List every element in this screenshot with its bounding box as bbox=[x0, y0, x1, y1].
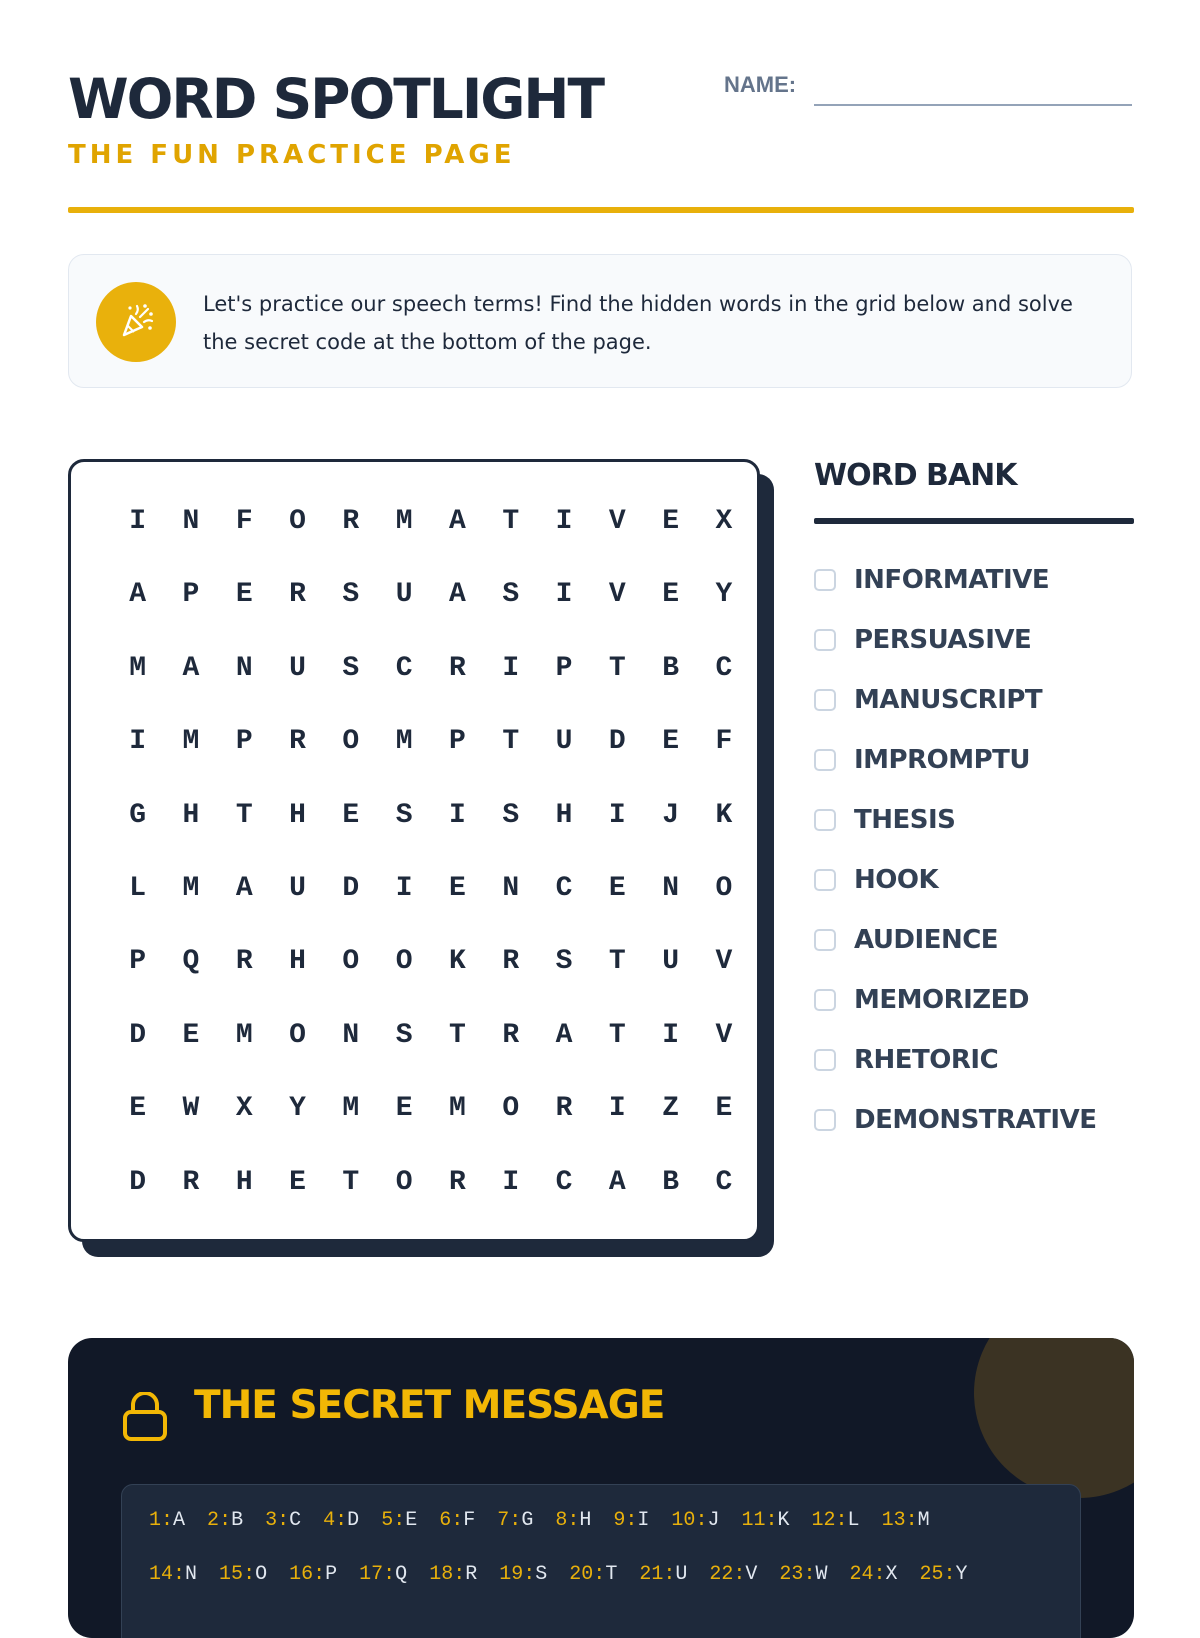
code-separator: : bbox=[509, 1509, 522, 1532]
grid-letter[interactable]: C bbox=[715, 1166, 733, 1198]
grid-letter[interactable]: V bbox=[608, 506, 626, 537]
code-letter: J bbox=[707, 1509, 720, 1532]
code-key-row bbox=[149, 1509, 952, 1532]
grid-letter[interactable]: E bbox=[449, 872, 466, 904]
grid-letter[interactable]: P bbox=[129, 946, 147, 978]
code-separator: : bbox=[277, 1509, 290, 1532]
grid-letter[interactable]: E bbox=[608, 872, 626, 904]
code-letter: T bbox=[605, 1563, 618, 1586]
grid-letter[interactable]: O bbox=[502, 1093, 520, 1125]
grid-letter[interactable]: S bbox=[342, 579, 360, 611]
code-letter: U bbox=[675, 1563, 688, 1586]
code-letter: H bbox=[579, 1509, 592, 1532]
secret-message-panel bbox=[68, 1338, 1134, 1638]
grid-letter[interactable]: A bbox=[182, 652, 200, 684]
word-label: INFORMATIVE bbox=[854, 565, 1050, 595]
code-number: 23 bbox=[779, 1563, 804, 1586]
code-key-item bbox=[499, 1563, 547, 1586]
code-separator: : bbox=[943, 1563, 956, 1586]
word-bank-list bbox=[814, 550, 1096, 1150]
code-separator: : bbox=[873, 1563, 886, 1586]
grid-letter[interactable]: T bbox=[608, 652, 626, 684]
grid-letter[interactable]: P bbox=[235, 726, 253, 758]
grid-letter[interactable]: A bbox=[449, 579, 466, 611]
code-separator: : bbox=[335, 1509, 348, 1532]
code-letter: G bbox=[521, 1509, 534, 1532]
grid-letter[interactable]: E bbox=[715, 1093, 733, 1125]
code-key-item bbox=[613, 1509, 649, 1532]
code-number: 8 bbox=[555, 1509, 568, 1532]
code-letter: X bbox=[885, 1563, 898, 1586]
code-separator: : bbox=[663, 1563, 676, 1586]
grid-letter[interactable]: V bbox=[715, 1019, 733, 1051]
code-key-item bbox=[709, 1563, 757, 1586]
code-letter: B bbox=[231, 1509, 244, 1532]
grid-letter[interactable]: O bbox=[342, 946, 360, 978]
code-key-item bbox=[639, 1563, 687, 1586]
code-separator: : bbox=[765, 1509, 778, 1532]
grid-letter[interactable]: R bbox=[449, 1166, 466, 1198]
grid-letter[interactable]: S bbox=[342, 652, 360, 684]
grid-letter[interactable]: T bbox=[608, 946, 626, 978]
grid-letter[interactable]: P bbox=[555, 652, 573, 684]
grid-letter[interactable]: C bbox=[395, 652, 413, 684]
code-separator: : bbox=[835, 1509, 848, 1532]
code-number: 21 bbox=[639, 1563, 664, 1586]
code-key-item bbox=[555, 1509, 591, 1532]
grid-letter[interactable]: U bbox=[289, 652, 306, 684]
word-label: RHETORIC bbox=[854, 1045, 999, 1075]
code-separator: : bbox=[567, 1509, 580, 1532]
code-number: 25 bbox=[919, 1563, 944, 1586]
code-key-item bbox=[149, 1563, 197, 1586]
grid-letter[interactable]: B bbox=[662, 652, 680, 684]
word-label: HOOK bbox=[854, 865, 939, 895]
grid-letter[interactable]: T bbox=[502, 506, 520, 537]
word-label: IMPROMPTU bbox=[854, 745, 1031, 775]
code-number: 12 bbox=[811, 1509, 836, 1532]
code-separator: : bbox=[803, 1563, 816, 1586]
word-search-card bbox=[68, 459, 760, 1242]
grid-letter[interactable]: S bbox=[555, 946, 573, 978]
grid-letter[interactable]: O bbox=[342, 726, 360, 758]
word-search-grid[interactable] bbox=[111, 485, 751, 1219]
word-label: PERSUASIVE bbox=[854, 625, 1032, 655]
grid-letter[interactable]: M bbox=[182, 872, 200, 904]
code-number: 5 bbox=[381, 1509, 394, 1532]
grid-letter[interactable]: R bbox=[235, 946, 253, 978]
code-number: 9 bbox=[613, 1509, 626, 1532]
word-checkbox[interactable] bbox=[814, 689, 836, 711]
grid-letter[interactable]: R bbox=[449, 652, 466, 684]
code-key-item bbox=[741, 1509, 789, 1532]
grid-letter[interactable]: X bbox=[715, 506, 733, 537]
word-bank-title: WORD BANK bbox=[814, 458, 1017, 493]
word-checkbox[interactable] bbox=[814, 989, 836, 1011]
code-separator: : bbox=[393, 1509, 406, 1532]
grid-letter[interactable]: N bbox=[182, 506, 200, 537]
code-letter: C bbox=[289, 1509, 302, 1532]
code-number: 20 bbox=[569, 1563, 594, 1586]
grid-letter[interactable]: A bbox=[449, 506, 466, 537]
code-separator: : bbox=[383, 1563, 396, 1586]
code-number: 17 bbox=[359, 1563, 384, 1586]
intro-text: Let's practice our speech terms! Find the hidden words in the grid below and solve the secret code at the bottom of the page. bbox=[203, 292, 1073, 354]
grid-letter[interactable]: Y bbox=[715, 579, 733, 611]
grid-letter[interactable]: M bbox=[449, 1093, 466, 1125]
code-number: 6 bbox=[439, 1509, 452, 1532]
grid-letter[interactable]: D bbox=[129, 1166, 147, 1198]
grid-letter[interactable]: D bbox=[342, 872, 360, 904]
code-letter: D bbox=[347, 1509, 360, 1532]
grid-letter[interactable]: V bbox=[715, 946, 733, 978]
code-separator: : bbox=[625, 1509, 638, 1532]
grid-letter[interactable]: K bbox=[715, 799, 733, 831]
code-key-item bbox=[849, 1563, 897, 1586]
grid-letter[interactable]: T bbox=[449, 1019, 466, 1051]
code-separator: : bbox=[243, 1563, 256, 1586]
grid-letter[interactable]: I bbox=[129, 506, 147, 537]
grid-letter[interactable]: P bbox=[182, 579, 200, 611]
code-number: 19 bbox=[499, 1563, 524, 1586]
code-letter: R bbox=[465, 1563, 478, 1586]
grid-letter[interactable]: R bbox=[342, 506, 360, 537]
code-key-item bbox=[381, 1509, 417, 1532]
code-letter: E bbox=[405, 1509, 418, 1532]
code-key-item bbox=[323, 1509, 359, 1532]
code-separator: : bbox=[313, 1563, 326, 1586]
word-label: THESIS bbox=[854, 805, 956, 835]
grid-letter[interactable]: I bbox=[555, 506, 573, 537]
grid-letter[interactable]: Y bbox=[289, 1093, 306, 1125]
header-divider bbox=[68, 207, 1134, 213]
grid-letter[interactable]: T bbox=[235, 799, 253, 831]
word-checkbox[interactable] bbox=[814, 929, 836, 951]
grid-letter[interactable]: M bbox=[235, 1019, 253, 1051]
grid-letter[interactable]: S bbox=[395, 799, 413, 831]
grid-letter[interactable]: Z bbox=[662, 1093, 680, 1125]
code-number: 11 bbox=[741, 1509, 766, 1532]
word-checkbox[interactable] bbox=[814, 1049, 836, 1071]
code-number: 16 bbox=[289, 1563, 314, 1586]
code-number: 7 bbox=[497, 1509, 510, 1532]
code-number: 18 bbox=[429, 1563, 454, 1586]
decorative-circle bbox=[974, 1338, 1134, 1498]
code-key-item bbox=[882, 1509, 930, 1532]
grid-letter[interactable]: R bbox=[289, 579, 306, 611]
code-key-item bbox=[359, 1563, 407, 1586]
grid-letter[interactable]: H bbox=[182, 799, 200, 831]
grid-letter[interactable]: M bbox=[182, 726, 200, 758]
word-label: DEMONSTRATIVE bbox=[854, 1105, 1097, 1135]
code-separator: : bbox=[219, 1509, 232, 1532]
word-label: MEMORIZED bbox=[854, 985, 1029, 1015]
code-letter: O bbox=[255, 1563, 268, 1586]
grid-letter[interactable]: U bbox=[555, 726, 573, 758]
page-header bbox=[68, 62, 1134, 214]
grid-letter[interactable]: C bbox=[555, 1166, 573, 1198]
word-checkbox[interactable] bbox=[814, 809, 836, 831]
grid-letter[interactable]: C bbox=[555, 872, 573, 904]
grid-letter[interactable]: C bbox=[715, 652, 733, 684]
grid-letter[interactable]: D bbox=[129, 1019, 147, 1051]
grid-letter[interactable]: E bbox=[129, 1093, 147, 1125]
grid-letter[interactable]: E bbox=[289, 1166, 306, 1198]
code-separator: : bbox=[593, 1563, 606, 1586]
grid-letter[interactable]: X bbox=[235, 1093, 253, 1125]
code-key-item bbox=[429, 1563, 477, 1586]
code-key-item bbox=[289, 1563, 337, 1586]
grid-letter[interactable]: I bbox=[608, 799, 626, 831]
grid-letter[interactable]: I bbox=[449, 799, 466, 831]
grid-letter[interactable]: H bbox=[235, 1166, 253, 1198]
grid-letter[interactable]: E bbox=[662, 506, 680, 537]
grid-letter[interactable]: E bbox=[662, 579, 680, 611]
grid-letter[interactable]: I bbox=[608, 1093, 626, 1125]
code-letter: F bbox=[463, 1509, 476, 1532]
code-letter: K bbox=[777, 1509, 790, 1532]
code-letter: N bbox=[185, 1563, 198, 1586]
code-key-row bbox=[149, 1563, 990, 1586]
grid-letter[interactable]: R bbox=[182, 1166, 200, 1198]
grid-letter[interactable]: I bbox=[395, 872, 413, 904]
code-key-item bbox=[779, 1563, 827, 1586]
intro-box bbox=[68, 254, 1132, 388]
word-bank-item[interactable] bbox=[814, 670, 1096, 730]
code-number: 3 bbox=[265, 1509, 278, 1532]
code-key-box bbox=[121, 1484, 1081, 1638]
grid-letter[interactable]: D bbox=[608, 726, 626, 758]
word-checkbox[interactable] bbox=[814, 569, 836, 591]
code-number: 10 bbox=[671, 1509, 696, 1532]
word-bank-divider bbox=[814, 518, 1134, 524]
grid-letter[interactable]: O bbox=[715, 872, 733, 904]
grid-letter[interactable]: S bbox=[395, 1019, 413, 1051]
code-letter: I bbox=[637, 1509, 650, 1532]
word-label: AUDIENCE bbox=[854, 925, 999, 955]
grid-letter[interactable]: M bbox=[395, 506, 413, 537]
grid-letter[interactable]: I bbox=[555, 579, 573, 611]
party-popper-icon bbox=[96, 282, 176, 362]
word-bank-item[interactable] bbox=[814, 790, 1096, 850]
code-key-item bbox=[207, 1509, 243, 1532]
word-checkbox[interactable] bbox=[814, 629, 836, 651]
name-label: NAME: bbox=[724, 72, 797, 97]
grid-letter[interactable]: V bbox=[608, 579, 626, 611]
grid-letter[interactable]: Q bbox=[182, 946, 200, 978]
code-key-item bbox=[149, 1509, 185, 1532]
grid-letter[interactable]: U bbox=[662, 946, 680, 978]
code-separator: : bbox=[695, 1509, 708, 1532]
word-bank-item[interactable] bbox=[814, 850, 1096, 910]
grid-letter[interactable]: S bbox=[502, 579, 520, 611]
grid-letter[interactable]: I bbox=[129, 726, 147, 758]
code-number: 14 bbox=[149, 1563, 174, 1586]
grid-letter[interactable]: T bbox=[342, 1166, 360, 1198]
grid-letter[interactable]: U bbox=[289, 872, 306, 904]
grid-letter[interactable]: I bbox=[502, 1166, 520, 1198]
grid-letter[interactable]: G bbox=[129, 799, 147, 831]
grid-letter[interactable]: T bbox=[502, 726, 520, 758]
grid-letter[interactable]: K bbox=[449, 946, 466, 978]
grid-letter[interactable]: H bbox=[289, 946, 306, 978]
grid-letter[interactable]: N bbox=[235, 652, 253, 684]
grid-letter[interactable]: A bbox=[235, 872, 253, 904]
code-letter: A bbox=[173, 1509, 186, 1532]
grid-letter[interactable]: H bbox=[289, 799, 306, 831]
grid-letter[interactable]: M bbox=[129, 652, 147, 684]
grid-letter[interactable]: T bbox=[608, 1019, 626, 1051]
lock-icon bbox=[122, 1392, 168, 1446]
grid-letter[interactable]: R bbox=[289, 726, 306, 758]
code-number: 24 bbox=[849, 1563, 874, 1586]
grid-letter[interactable]: A bbox=[608, 1166, 626, 1198]
grid-letter[interactable]: O bbox=[289, 1019, 306, 1051]
word-bank-item[interactable] bbox=[814, 550, 1096, 610]
grid-letter[interactable]: E bbox=[342, 799, 360, 831]
page-title: WORD SPOTLIGHT bbox=[68, 67, 603, 131]
grid-letter[interactable]: L bbox=[129, 872, 147, 904]
code-number: 22 bbox=[709, 1563, 734, 1586]
code-separator: : bbox=[905, 1509, 918, 1532]
grid-letter[interactable]: F bbox=[715, 726, 733, 758]
code-key-item bbox=[265, 1509, 301, 1532]
code-letter: Y bbox=[955, 1563, 968, 1586]
grid-letter[interactable]: I bbox=[502, 652, 520, 684]
grid-letter[interactable]: E bbox=[182, 1019, 200, 1051]
code-letter: W bbox=[815, 1563, 828, 1586]
secret-message-title: THE SECRET MESSAGE bbox=[194, 1383, 665, 1428]
word-checkbox[interactable] bbox=[814, 869, 836, 891]
grid-letter[interactable]: A bbox=[129, 579, 147, 611]
name-field[interactable] bbox=[814, 104, 1132, 106]
code-separator: : bbox=[453, 1563, 466, 1586]
word-label: MANUSCRIPT bbox=[854, 685, 1043, 715]
grid-letter[interactable]: M bbox=[395, 726, 413, 758]
grid-letter[interactable]: B bbox=[662, 1166, 680, 1198]
grid-letter[interactable]: R bbox=[502, 946, 520, 978]
word-checkbox[interactable] bbox=[814, 1109, 836, 1131]
code-letter: L bbox=[847, 1509, 860, 1532]
grid-letter[interactable]: S bbox=[502, 799, 520, 831]
word-bank-item[interactable] bbox=[814, 730, 1096, 790]
word-bank-item[interactable] bbox=[814, 1090, 1096, 1150]
grid-letter[interactable]: H bbox=[555, 799, 573, 831]
code-key-item bbox=[671, 1509, 719, 1532]
code-letter: P bbox=[325, 1563, 338, 1586]
grid-letter[interactable]: W bbox=[182, 1093, 200, 1125]
code-separator: : bbox=[523, 1563, 536, 1586]
code-key-item bbox=[812, 1509, 860, 1532]
code-key-item bbox=[497, 1509, 533, 1532]
grid-letter[interactable]: U bbox=[395, 579, 413, 611]
word-bank-item[interactable] bbox=[814, 610, 1096, 670]
code-letter: Q bbox=[395, 1563, 408, 1586]
code-key-item bbox=[920, 1563, 968, 1586]
code-number: 4 bbox=[323, 1509, 336, 1532]
page-subtitle: THE FUN PRACTICE PAGE bbox=[68, 140, 516, 170]
grid-letter[interactable]: O bbox=[289, 506, 306, 537]
code-number: 2 bbox=[207, 1509, 220, 1532]
word-bank-item[interactable] bbox=[814, 1030, 1096, 1090]
code-letter: V bbox=[745, 1563, 758, 1586]
grid-letter[interactable]: O bbox=[395, 1166, 413, 1198]
code-letter: M bbox=[917, 1509, 930, 1532]
grid-letter[interactable]: N bbox=[342, 1019, 360, 1051]
grid-letter[interactable]: F bbox=[235, 506, 253, 537]
grid-letter[interactable]: E bbox=[395, 1093, 413, 1125]
grid-letter[interactable]: P bbox=[449, 726, 466, 758]
word-checkbox[interactable] bbox=[814, 749, 836, 771]
grid-letter[interactable]: N bbox=[502, 872, 520, 904]
grid-letter[interactable]: O bbox=[395, 946, 413, 978]
code-separator: : bbox=[161, 1509, 174, 1532]
code-number: 15 bbox=[219, 1563, 244, 1586]
grid-letter[interactable]: J bbox=[662, 799, 680, 831]
code-number: 13 bbox=[881, 1509, 906, 1532]
grid-letter[interactable]: R bbox=[502, 1019, 520, 1051]
code-key-item bbox=[569, 1563, 617, 1586]
code-letter: S bbox=[535, 1563, 548, 1586]
code-key-item bbox=[439, 1509, 475, 1532]
code-separator: : bbox=[451, 1509, 464, 1532]
grid-letter[interactable]: I bbox=[662, 1019, 680, 1051]
grid-letter[interactable]: N bbox=[662, 872, 680, 904]
code-separator: : bbox=[173, 1563, 186, 1586]
grid-letter[interactable]: E bbox=[662, 726, 680, 758]
grid-letter[interactable]: E bbox=[235, 579, 253, 611]
word-bank-item[interactable] bbox=[814, 970, 1096, 1030]
grid-letter[interactable]: M bbox=[342, 1093, 360, 1125]
grid-letter[interactable]: R bbox=[555, 1093, 573, 1125]
code-key-item bbox=[219, 1563, 267, 1586]
code-separator: : bbox=[733, 1563, 746, 1586]
grid-letter[interactable]: A bbox=[555, 1019, 573, 1051]
word-bank-item[interactable] bbox=[814, 910, 1096, 970]
code-number: 1 bbox=[149, 1509, 162, 1532]
